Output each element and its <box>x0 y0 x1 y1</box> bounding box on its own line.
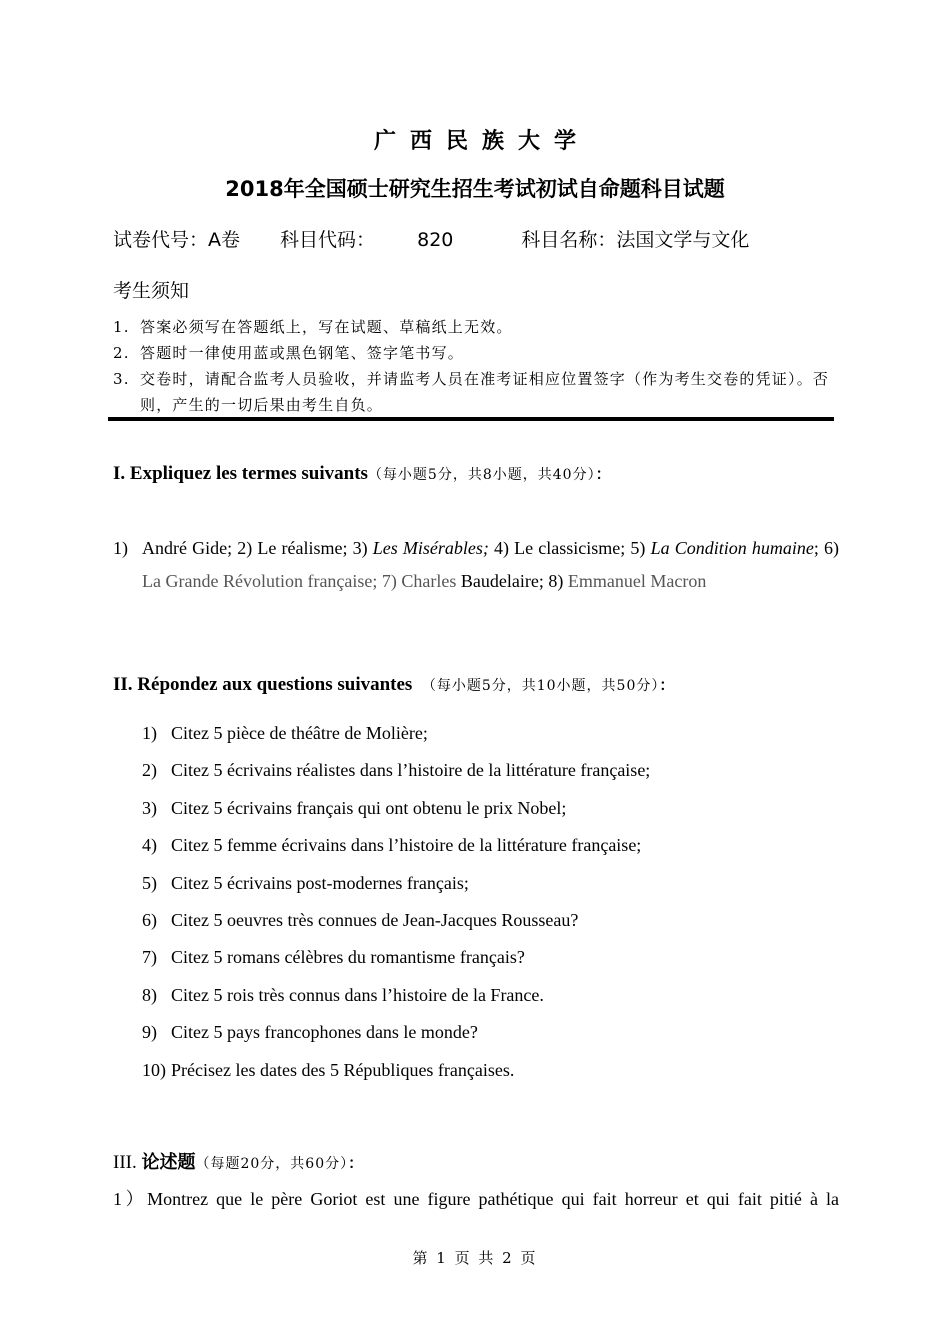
section-2-title: II. Répondez aux questions suivantes <box>113 674 413 695</box>
question-item: 6) Citez 5 oeuvres très connues de Jean-Jacques Rousseau? <box>142 909 579 930</box>
section-1-heading: I. Expliquez les termes suivants（每小题5分，共8小题，共40分）： <box>113 463 611 484</box>
section-3-title: 论述题 <box>141 1152 196 1173</box>
section-2-heading: II. Répondez aux questions suivantes （每小题5分，共10小题，共50分）： <box>113 674 675 695</box>
university-name: 广西民族大学 <box>373 129 590 154</box>
section-3-points: （每题20分，共60分） <box>195 1156 349 1172</box>
notice-item: 3. 交卷时，请配合监考人员验收，并请监考人员在准考证相应位置签字（作为考生交卷的凭证）。否则，产生的一切后果由考生自负。 <box>113 370 830 414</box>
section-1-terms: 1) André Gide; 2) Le réalisme; 3) Les Misérables; 4) Le classicisme; 5) La Condition humaine; 6) La Grande Révolution française; 7) Charles Baudelaire; 8) Emmanuel Macron <box>113 532 839 598</box>
section-3-heading: III. 论述题（每题20分，共60分）： <box>113 1152 364 1173</box>
paper-meta <box>113 225 749 252</box>
question-item: 9) Citez 5 pays francophones dans le monde? <box>142 1022 478 1043</box>
notice-item: 2. 答题时一律使用蓝或黑色钢笔、签字笔书写。 <box>113 344 465 362</box>
paper-id: 试卷代号：A卷 <box>113 229 240 251</box>
notice-heading: 考生须知 <box>113 280 190 302</box>
subject-code-value: 820 <box>417 229 454 251</box>
question-item: 7) Citez 5 romans célèbres du romantisme français? <box>142 947 525 968</box>
question-item: 1) Citez 5 pièce de théâtre de Molière; <box>142 723 428 743</box>
subject-code-label: 科目代码： <box>280 229 376 251</box>
question-item: 3) Citez 5 écrivains français qui ont obtenu le prix Nobel; <box>142 797 567 818</box>
essay-question-1: 1）Montrez que le père Goriot est une figure pathétique qui fait horreur et qui fait pitié à la <box>113 1189 839 1209</box>
notice-list <box>113 314 837 418</box>
question-item: 8) Citez 5 rois très connus dans l’histoire de la France. <box>142 984 544 1005</box>
notice-item: 1. 答案必须写在答题纸上，写在试题、草稿纸上无效。 <box>113 318 513 336</box>
divider-rule <box>108 417 834 421</box>
section-1-title: I. Expliquez les termes suivants <box>113 463 368 484</box>
question-item: 4) Citez 5 femme écrivains dans l’histoire de la littérature française; <box>142 835 642 856</box>
question-item: 10) Précisez les dates des 5 Républiques françaises. <box>142 1059 515 1080</box>
subject-name: 科目名称：法国文学与文化 <box>521 229 750 251</box>
page-footer: 第 1 页 共 2 页 <box>412 1249 538 1267</box>
question-item: 5) Citez 5 écrivains post-modernes français; <box>142 872 469 893</box>
section-2-questions <box>142 723 842 1097</box>
question-item: 2) Citez 5 écrivains réalistes dans l’histoire de la littérature française; <box>142 760 651 781</box>
section-2-points: （每小题5分，共10小题，共50分） <box>421 678 660 694</box>
exam-title: 2018年全国硕士研究生招生考试初试自命题科目试题 <box>225 177 725 201</box>
section-1-points: （每小题5分，共8小题，共40分） <box>367 467 596 483</box>
terms-text: André Gide; 2) Le réalisme; 3) Les Misérables; 4) Le classicisme; 5) La Condition humaine; 6) La Grande Révolution française; 7) Charles Baudelaire; 8) Emmanuel Macron <box>142 538 839 591</box>
